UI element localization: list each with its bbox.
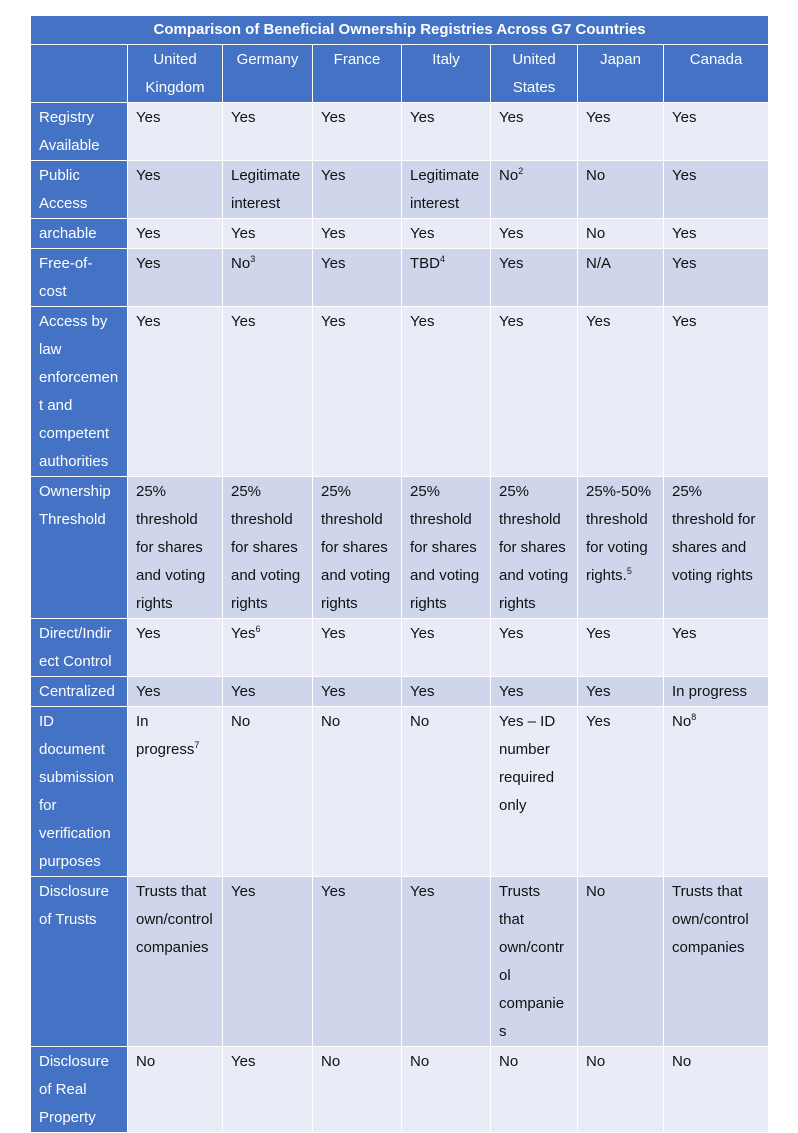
table-cell	[491, 477, 578, 619]
cell-text: Yes	[321, 167, 346, 184]
table-cell	[128, 249, 223, 307]
cell-text: No	[586, 167, 606, 184]
cell-text: Yes	[136, 109, 161, 126]
column-header: Japan	[578, 45, 664, 103]
table-cell	[313, 707, 402, 877]
cell-text: Yes	[231, 683, 256, 700]
cell-text: Yes	[321, 225, 346, 242]
table-cell	[223, 677, 313, 707]
table-cell	[128, 1047, 223, 1133]
table-cell	[128, 677, 223, 707]
table-cell	[578, 877, 664, 1047]
cell-text: Yes	[136, 255, 161, 272]
row-header: Free-of-cost	[31, 249, 128, 307]
table-cell	[578, 1047, 664, 1133]
row-header: Access by law enforcement and competent authorities	[31, 307, 128, 477]
cell-text: Yes	[136, 625, 161, 642]
table-row	[31, 219, 769, 249]
table-cell	[402, 1047, 491, 1133]
column-header: France	[313, 45, 402, 103]
cell-text: Yes	[410, 625, 435, 642]
table-cell	[128, 161, 223, 219]
cell-text: Yes	[672, 313, 697, 330]
cell-text: Yes	[672, 225, 697, 242]
cell-text: 25% threshold for shares and voting rights	[136, 483, 206, 612]
table-row	[31, 1047, 769, 1133]
cell-text: Yes	[231, 625, 256, 642]
cell-text: Yes	[410, 109, 435, 126]
column-header: Germany	[223, 45, 313, 103]
cell-text: Yes	[321, 109, 346, 126]
table-cell	[578, 307, 664, 477]
cell-text: Yes	[586, 313, 611, 330]
footnote-marker: 2	[518, 166, 524, 176]
cell-text: Yes	[586, 625, 611, 642]
table-cell	[313, 249, 402, 307]
table-cell	[313, 103, 402, 161]
cell-text: Legitimate interest	[410, 167, 480, 212]
table-cell	[491, 249, 578, 307]
footnote-marker: 3	[250, 254, 256, 264]
table-cell	[128, 619, 223, 677]
cell-text: Yes	[136, 313, 161, 330]
table-cell	[664, 307, 769, 477]
cell-text: Yes	[410, 225, 435, 242]
table-cell	[491, 677, 578, 707]
table-cell	[128, 477, 223, 619]
cell-text: No	[321, 1053, 341, 1070]
table-cell	[313, 877, 402, 1047]
row-header: Registry Available	[31, 103, 128, 161]
footnote-marker: 5	[626, 566, 632, 576]
column-header: United States	[491, 45, 578, 103]
cell-text: No	[321, 713, 341, 730]
row-header: archable	[31, 219, 128, 249]
row-header: Centralized	[31, 677, 128, 707]
cell-text: No	[231, 713, 251, 730]
table-cell	[664, 477, 769, 619]
cell-text: Yes	[136, 167, 161, 184]
cell-text: No	[672, 1053, 692, 1070]
table-row	[31, 677, 769, 707]
cell-text: Yes	[321, 313, 346, 330]
table-cell	[128, 877, 223, 1047]
table-cell	[313, 1047, 402, 1133]
cell-text: Yes	[136, 225, 161, 242]
table-cell	[664, 219, 769, 249]
table-cell	[402, 477, 491, 619]
table-cell	[223, 707, 313, 877]
cell-text: No	[672, 713, 692, 730]
cell-text: 25% threshold for shares and voting rights	[499, 483, 569, 612]
cell-text: Yes	[499, 625, 524, 642]
table-cell	[402, 707, 491, 877]
table-cell	[402, 249, 491, 307]
cell-text: No	[586, 1053, 606, 1070]
table-cell	[128, 307, 223, 477]
table-row	[31, 619, 769, 677]
table-cell	[223, 477, 313, 619]
column-header: Canada	[664, 45, 769, 103]
cell-text: Yes	[672, 625, 697, 642]
cell-text: Yes	[499, 683, 524, 700]
row-header: Disclosure of Trusts	[31, 877, 128, 1047]
table-cell	[223, 219, 313, 249]
table-cell	[223, 619, 313, 677]
cell-text: Trusts that own/control companies	[136, 883, 213, 956]
cell-text: 25% threshold for shares and voting rights	[321, 483, 391, 612]
table-body	[31, 103, 769, 1133]
cell-text: Yes	[231, 225, 256, 242]
table-cell	[578, 619, 664, 677]
table-cell	[578, 477, 664, 619]
footnote-marker: 4	[440, 254, 446, 264]
table-cell	[313, 219, 402, 249]
table-cell	[223, 249, 313, 307]
footnote-marker: 6	[255, 624, 261, 634]
cell-text: Yes	[231, 313, 256, 330]
column-header: Italy	[402, 45, 491, 103]
table-cell	[491, 877, 578, 1047]
table-cell	[664, 877, 769, 1047]
table-cell	[128, 219, 223, 249]
cell-text: Yes	[321, 883, 346, 900]
row-header: Direct/Indirect Control	[31, 619, 128, 677]
table-cell	[578, 219, 664, 249]
cell-text: Yes	[136, 683, 161, 700]
cell-text: Yes	[231, 1053, 256, 1070]
row-header: Public Access	[31, 161, 128, 219]
cell-text: No	[410, 1053, 430, 1070]
cell-text: Yes	[672, 109, 697, 126]
cell-text: In progress	[136, 713, 195, 758]
table-cell	[402, 161, 491, 219]
cell-text: No	[410, 713, 430, 730]
table-cell	[491, 103, 578, 161]
cell-text: 25% threshold for shares and voting rights	[672, 483, 756, 584]
table-cell	[578, 103, 664, 161]
cell-text: Yes	[410, 683, 435, 700]
cell-text: Yes	[672, 255, 697, 272]
table-cell	[128, 707, 223, 877]
row-header: Disclosure of Real Property	[31, 1047, 128, 1133]
table-cell	[664, 249, 769, 307]
table-cell	[578, 249, 664, 307]
table-cell	[664, 161, 769, 219]
row-header: Ownership Threshold	[31, 477, 128, 619]
table-cell	[223, 103, 313, 161]
table-cell	[402, 219, 491, 249]
row-header: ID document submission for verification purposes	[31, 707, 128, 877]
table-cell	[491, 707, 578, 877]
table-cell	[491, 307, 578, 477]
cell-text: Legitimate interest	[231, 167, 301, 212]
cell-text: Yes	[586, 683, 611, 700]
table-cell	[578, 707, 664, 877]
cell-text: No	[231, 255, 251, 272]
cell-text: Yes	[499, 225, 524, 242]
cell-text: 25% threshold for shares and voting rights	[410, 483, 480, 612]
cell-text: 25%-50% threshold for voting rights.	[586, 483, 652, 584]
cell-text: N/A	[586, 255, 612, 272]
table-title: Comparison of Beneficial Ownership Registries Across G7 Countries	[31, 16, 769, 45]
cell-text: Yes	[231, 109, 256, 126]
cell-text: Yes	[499, 255, 524, 272]
table-cell	[491, 1047, 578, 1133]
table-row	[31, 877, 769, 1047]
table-cell	[402, 877, 491, 1047]
table-cell	[578, 161, 664, 219]
table-cell	[491, 219, 578, 249]
table-cell	[578, 677, 664, 707]
table-cell	[223, 161, 313, 219]
table-row	[31, 307, 769, 477]
cell-text: Trusts that own/control companies	[499, 883, 565, 1040]
cell-text: Yes	[321, 255, 346, 272]
footnote-marker: 7	[194, 740, 200, 750]
cell-text: TBD	[410, 255, 440, 272]
table-cell	[313, 677, 402, 707]
cell-text: Yes – ID number required only	[499, 713, 556, 814]
table-cell	[313, 161, 402, 219]
table-cell	[664, 677, 769, 707]
column-header: United Kingdom	[128, 45, 223, 103]
table-cell	[313, 477, 402, 619]
cell-text: Yes	[672, 167, 697, 184]
table-cell	[128, 103, 223, 161]
comparison-table-wrapper	[30, 15, 768, 1133]
cell-text: Trusts that own/control companies	[672, 883, 749, 956]
cell-text: No	[586, 225, 606, 242]
table-cell	[402, 619, 491, 677]
cell-text: No	[586, 883, 606, 900]
table-cell	[664, 619, 769, 677]
cell-text: Yes	[410, 313, 435, 330]
table-cell	[402, 103, 491, 161]
cell-text: Yes	[586, 109, 611, 126]
table-row	[31, 161, 769, 219]
table-cell	[491, 161, 578, 219]
cell-text: No	[499, 1053, 519, 1070]
table-cell	[664, 1047, 769, 1133]
corner-header-cell	[31, 45, 128, 103]
table-cell	[313, 619, 402, 677]
cell-text: Yes	[231, 883, 256, 900]
cell-text: Yes	[321, 625, 346, 642]
cell-text: No	[499, 167, 519, 184]
table-cell	[664, 103, 769, 161]
cell-text: Yes	[586, 713, 611, 730]
table-cell	[664, 707, 769, 877]
comparison-table	[30, 15, 769, 1133]
footnote-marker: 8	[691, 712, 697, 722]
table-cell	[402, 307, 491, 477]
table-cell	[223, 1047, 313, 1133]
cell-text: Yes	[321, 683, 346, 700]
table-row	[31, 249, 769, 307]
cell-text: Yes	[499, 313, 524, 330]
table-cell	[223, 877, 313, 1047]
table-cell	[313, 307, 402, 477]
table-row	[31, 707, 769, 877]
cell-text: No	[136, 1053, 156, 1070]
cell-text: Yes	[499, 109, 524, 126]
table-cell	[491, 619, 578, 677]
table-row	[31, 103, 769, 161]
cell-text: 25% threshold for shares and voting rights	[231, 483, 301, 612]
table-cell	[223, 307, 313, 477]
cell-text: In progress	[672, 683, 748, 700]
table-row	[31, 477, 769, 619]
cell-text: Yes	[410, 883, 435, 900]
table-cell	[402, 677, 491, 707]
column-header-row	[31, 45, 769, 103]
